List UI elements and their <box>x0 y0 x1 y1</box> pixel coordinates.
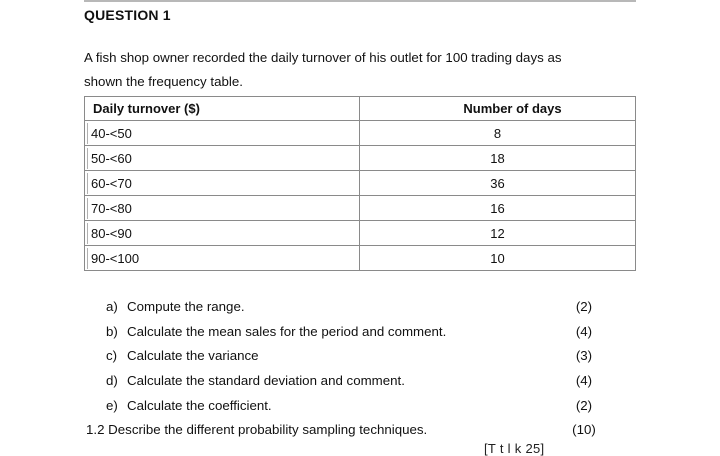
part-marks: (3) <box>575 348 593 364</box>
part-1-2 <box>84 418 604 443</box>
frequency-table <box>84 96 636 271</box>
part-d <box>84 369 604 394</box>
part-text: Calculate the variance <box>127 348 259 364</box>
part-a <box>84 295 604 320</box>
part-marks: (2) <box>575 397 593 413</box>
part-e <box>84 394 604 419</box>
part-letter: e) <box>106 397 118 413</box>
header-daily-turnover: Daily turnover ($) <box>85 97 360 121</box>
days-cell: 36 <box>360 171 636 196</box>
part-letter: c) <box>106 348 118 364</box>
days-cell: 10 <box>360 246 636 271</box>
turnover-cell: 60-<70 <box>85 171 360 196</box>
question-parts <box>84 295 604 443</box>
part-text: 1.2 Describe the different probability sampling techniques. <box>86 422 428 438</box>
part-c <box>84 344 604 369</box>
table-row <box>85 146 636 171</box>
part-marks: (4) <box>575 323 593 339</box>
question-intro <box>84 46 636 94</box>
days-cell: 8 <box>360 121 636 146</box>
top-rule <box>84 0 636 2</box>
part-marks: (2) <box>575 299 593 314</box>
part-b <box>84 320 604 345</box>
table-row <box>85 221 636 246</box>
part-marks: (10) <box>572 422 596 438</box>
header-number-of-days: Number of days <box>360 97 636 121</box>
turnover-cell: 80-<90 <box>85 221 360 246</box>
table-header-row <box>85 97 636 121</box>
turnover-cell: 90-<100 <box>85 246 360 271</box>
days-cell: 16 <box>360 196 636 221</box>
table-row <box>85 196 636 221</box>
part-text: Calculate the standard deviation and comment. <box>127 373 405 389</box>
intro-line-1: A fish shop owner recorded the daily turnover of his outlet for 100 trading days as <box>84 50 562 65</box>
part-text: Calculate the coefficient. <box>127 397 272 413</box>
days-cell: 12 <box>360 221 636 246</box>
table-row <box>85 121 636 146</box>
turnover-cell: 70-<80 <box>85 196 360 221</box>
turnover-cell: 40-<50 <box>85 121 360 146</box>
question-heading: QUESTION 1 <box>84 7 171 23</box>
part-letter: a) <box>106 299 118 314</box>
part-marks: (4) <box>575 373 593 389</box>
turnover-cell: 50-<60 <box>85 146 360 171</box>
part-text: Compute the range. <box>127 299 245 314</box>
intro-line-2: shown the frequency table. <box>84 74 243 89</box>
cutoff-total-line: [T t l k 25] <box>484 441 545 456</box>
part-letter: d) <box>106 373 118 389</box>
part-letter: b) <box>106 323 118 339</box>
table-row <box>85 246 636 271</box>
part-text: Calculate the mean sales for the period and comment. <box>127 323 447 339</box>
table-row <box>85 171 636 196</box>
days-cell: 18 <box>360 146 636 171</box>
